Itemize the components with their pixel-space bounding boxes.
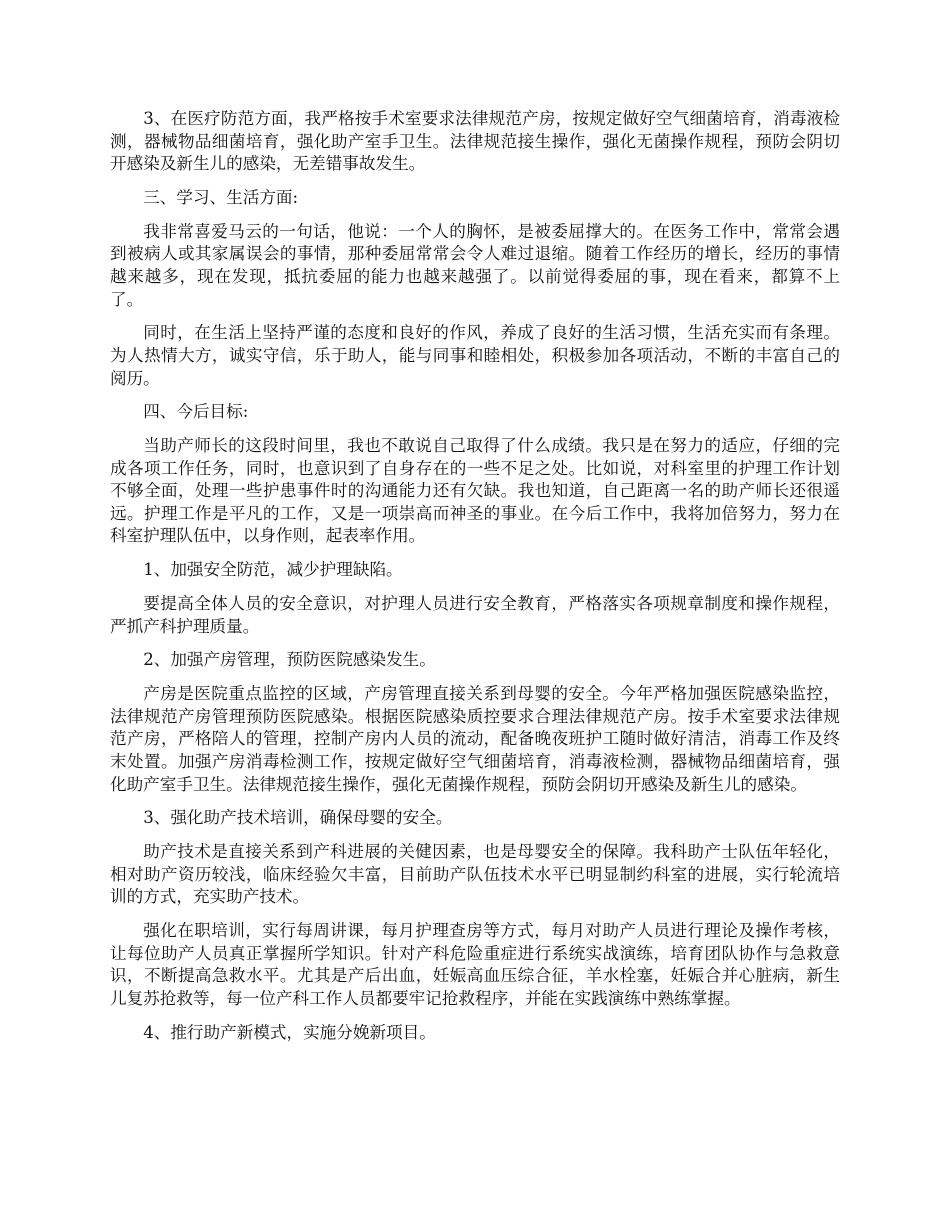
paragraph-goal-3a: 助产技术是直接关系到产科进展的关健因素，也是母婴安全的保障。我科助产士队伍年轻化，相对助产资历较浅，临床经验欠丰富，目前助产队伍技术水平已明显制约科室的进展，实行轮流培训的方式，充实助产技术。 (110, 842, 840, 907)
paragraph-goal-1: 要提高全体人员的安全意识，对护理人员进行安全教育，严格落实各项规章制度和操作规程，严抓产科护理质量。 (110, 594, 840, 636)
heading-goal-1: 1、加强安全防范，减少护理缺陷。 (143, 560, 403, 580)
document-page (110, 108, 840, 1055)
paragraph-safety-measures: 3、在医疗防范方面，我严格按手术室要求法律规范产房，按规定做好空气细菌培育，消毒液检测，器械物品细菌培育，强化助产室手卫生。法律规范接生操作，强化无菌操作规程，预防会阴切开感染及新生儿的感染，无差错事故发生。 (110, 109, 840, 174)
heading-goal-4: 4、推行助产新模式，实施分娩新项目。 (143, 1022, 436, 1042)
heading-goal-2: 2、加强产房管理，预防医院感染发生。 (143, 650, 436, 670)
heading-goal-3: 3、强化助产技术培训，确保母婴的安全。 (143, 808, 453, 828)
heading-study-life: 三、学习、生活方面: (143, 187, 299, 207)
heading-future-goals: 四、今后目标: (143, 402, 249, 422)
paragraph-grievance: 我非常喜爱马云的一句话，他说：一个人的胸怀，是被委屈撑大的。在医务工作中，常常会遇到被病人或其家属误会的事情，那种委屈常常会令人难过退缩。随着工作经历的增长，经历的事情越来越多，现在发现，抵抗委屈的能力也越来越强了。以前觉得委屈的事，现在看来，都算不上了。 (110, 221, 840, 309)
paragraph-goal-3b: 强化在职培训，实行每周讲课，每月护理查房等方式，每月对助产人员进行理论及操作考核，让每位助产人员真正掌握所学知识。针对产科危险重症进行系统实战演练，培育团队协作与急救意识，不断提高急救水平。尤其是产后出血，妊娠高血压综合征，羊水栓塞，妊娠合并心脏病，新生儿复苏抢救等，每一位产科工作人员都要牢记抢救程序，并能在实践演练中熟练掌握。 (110, 921, 840, 1008)
paragraph-lifestyle: 同时，在生活上坚持严谨的态度和良好的作风，养成了良好的生活习惯，生活充实而有条理。为人热情大方，诚实守信，乐于助人，能与同事和睦相处，积极参加各项活动，不断的丰富自己的阅历。 (110, 323, 840, 388)
paragraph-goal-2: 产房是医院重点监控的区域，产房管理直接关系到母婴的安全。今年严格加强医院感染监控，法律规范产房管理预防医院感染。根据医院感染质控要求合理法律规范产房。按手术室要求法律规范产房，严格陪人的管理，控制产房内人员的流动，配备晚夜班护工随时做好清洁，消毒工作及终末处置。加强产房消毒检测工作，按规定做好空气细菌培育，消毒液检测，器械物品细菌培育，强化助产室手卫生。法律规范接生操作，强化无菌操作规程，预防会阴切开感染及新生儿的感染。 (110, 684, 840, 794)
paragraph-self-assessment: 当助产师长的这段时间里，我也不敢说自己取得了什么成绩。我只是在努力的适应，仔细的完成各项工作任务，同时，也意识到了自身存在的一些不足之处。比如说，对科室里的护理工作计划不够全面，处理一些护患事件时的沟通能力还有欠缺。我也知道，自己距离一名的助产师长还很遥远。护理工作是平凡的工作，又是一项崇高而神圣的事业。在今后工作中，我将加倍努力，努力在科室护理队伍中，以身作则，起表率作用。 (110, 436, 840, 546)
